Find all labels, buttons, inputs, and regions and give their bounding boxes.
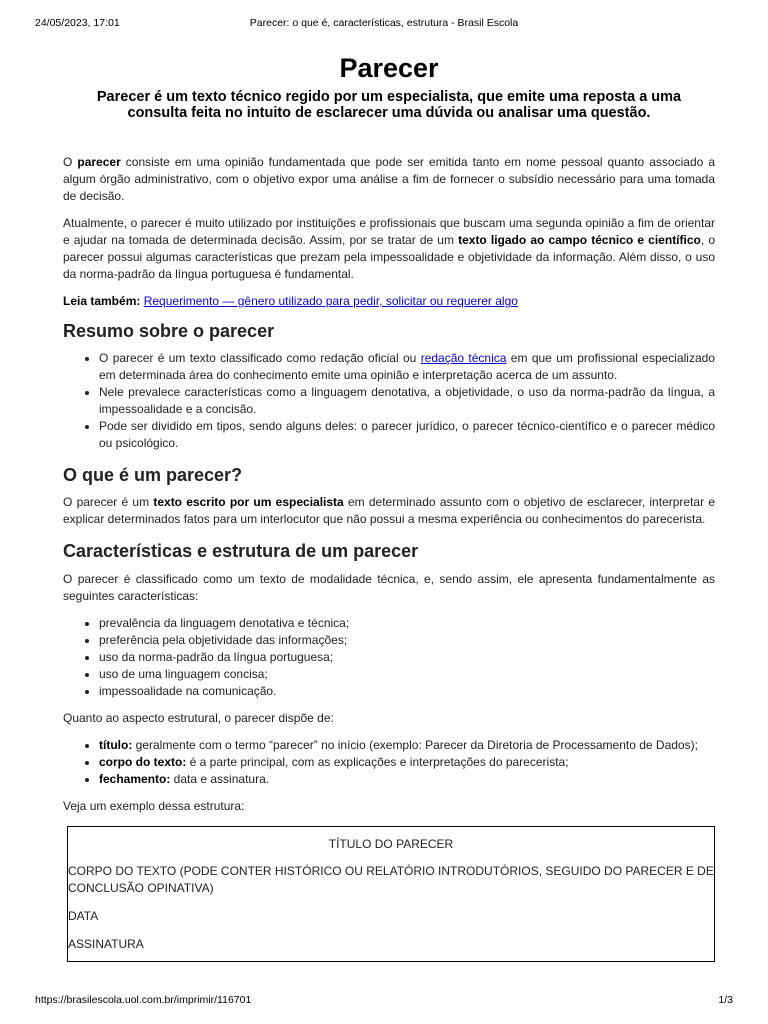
read-also-link[interactable]: Requerimento — gênero utilizado para pedir, solicitar ou requerer algo [143, 294, 518, 308]
intro-paragraph-2 [63, 215, 715, 283]
summary-list [63, 350, 715, 452]
structure-intro: Quanto ao aspecto estrutural, o parecer dispõe de: [63, 711, 334, 725]
what-is-heading: O que é um parecer? [63, 465, 243, 485]
print-page-title: Parecer: o que é, características, estrutura - Brasil Escola [249, 17, 519, 29]
list-item: • uso de uma linguagem concisa; [99, 666, 715, 683]
print-url: https://brasilescola.uol.com.br/imprimir/116701 [35, 994, 252, 1006]
structure-term: título: [99, 738, 133, 752]
list-item [99, 754, 715, 771]
list-item: • prevalência da linguagem denotativa e técnica; [99, 615, 715, 632]
article [63, 52, 715, 962]
structure-term: corpo do texto: [99, 755, 187, 769]
redacao-tecnica-link[interactable]: redação técnica [420, 351, 507, 365]
example-signature: ASSINATURA [68, 937, 144, 951]
structure-desc: data e assinatura. [170, 772, 270, 786]
example-date: DATA [68, 909, 99, 923]
summary-item-1-text-rest: em que um profissional especializado em determinada área do conhecimento emite uma opinião e interpretação acerca de um assunto. [99, 351, 715, 382]
structure-list [63, 737, 715, 788]
intro-p2-text: Atualmente, o parecer é muito utilizado por instituições e profissionais que buscam uma segunda opinião a fim de orientar e ajudar na tomada de determinada decisão. Assim, por se tratar de um [63, 216, 715, 247]
intro-p1-bold: parecer [77, 155, 121, 169]
print-footer [35, 994, 733, 1006]
example-intro: Veja um exemplo dessa estrutura: [63, 799, 245, 813]
print-header [35, 17, 733, 29]
intro-p2-bold: texto ligado ao campo técnico e científico [458, 233, 701, 247]
what-is-text-rest: em determinado assunto com o objetivo de esclarecer, interpretar e explicar determinados fatos para um interlocutor que não possui a mesma experiência ou conhecimentos do parecerista. [63, 495, 715, 526]
summary-item-1-text: O parecer é um texto classificado como redação oficial ou [99, 351, 421, 365]
list-item [99, 771, 715, 788]
list-item: • preferência pela objetividade das informações; [99, 632, 715, 649]
summary-heading: Resumo sobre o parecer [63, 321, 275, 341]
list-item [99, 737, 715, 754]
structure-desc: geralmente com o termo “parecer” no início (exemplo: Parecer da Diretoria de Processamento de Dados); [132, 738, 698, 752]
example-body: CORPO DO TEXTO (PODE CONTER HISTÓRICO OU RELATÓRIO INTRODUTÓRIOS, SEGUIDO DO PARECER E DE CONCLUSÃO OPINATIVA) [68, 864, 714, 895]
example-structure-box [67, 826, 715, 962]
article-subtitle: Parecer é um texto técnico regido por um especialista, que emite uma reposta a uma consulta feita no intuito de esclarecer uma dúvida ou analisar uma questão. [96, 89, 682, 121]
intro-p1-text-rest: consiste em uma opinião fundamentada que pode ser emitida tanto em nome pessoal quanto associado a algum órgão administrativo, com o objetivo expor uma análise a fim de fornecer o subsídio necessário para uma tomada de decisão. [63, 155, 715, 203]
page-title: Parecer [339, 53, 439, 83]
print-datetime: 24/05/2023, 17:01 [35, 17, 120, 29]
intro-paragraph-1 [63, 154, 715, 205]
read-also-label: Leia também: [63, 294, 141, 308]
characteristics-heading: Características e estrutura de um parecer [63, 541, 419, 561]
what-is-bold: texto escrito por um especialista [153, 495, 344, 509]
page-number: 1/3 [718, 994, 733, 1006]
what-is-paragraph [63, 494, 715, 528]
intro-p1-text: O [63, 155, 78, 169]
characteristics-list [63, 615, 715, 700]
list-item: • uso da norma-padrão da língua portuguesa; [99, 649, 715, 666]
read-also [63, 293, 715, 310]
list-item: • Pode ser dividido em tipos, sendo alguns deles: o parecer jurídico, o parecer técnico-científico e o parecer médico ou psicológico. [99, 418, 715, 452]
characteristics-intro: O parecer é classificado como um texto de modalidade técnica, e, sendo assim, ele apresenta fundamentalmente as seguintes características: [63, 572, 715, 603]
structure-desc: é a parte principal, com as explicações e interpretações do parecerista; [186, 755, 569, 769]
intro-p2-text-rest: , o parecer possui algumas características que prezam pela impessoalidade e objetividade da informação. Além disso, o uso da norma-padrão da língua portuguesa é fundamental. [63, 233, 715, 281]
list-item: • Nele prevalece características como a linguagem denotativa, a objetividade, o uso da norma-padrão da língua, a impessoalidade e a concisão. [99, 384, 715, 418]
example-title: TÍTULO DO PARECER [328, 837, 454, 851]
list-item [99, 350, 715, 384]
structure-term: fechamento: [99, 772, 171, 786]
what-is-text: O parecer é um [63, 495, 154, 509]
list-item: • impessoalidade na comunicação. [99, 683, 715, 700]
